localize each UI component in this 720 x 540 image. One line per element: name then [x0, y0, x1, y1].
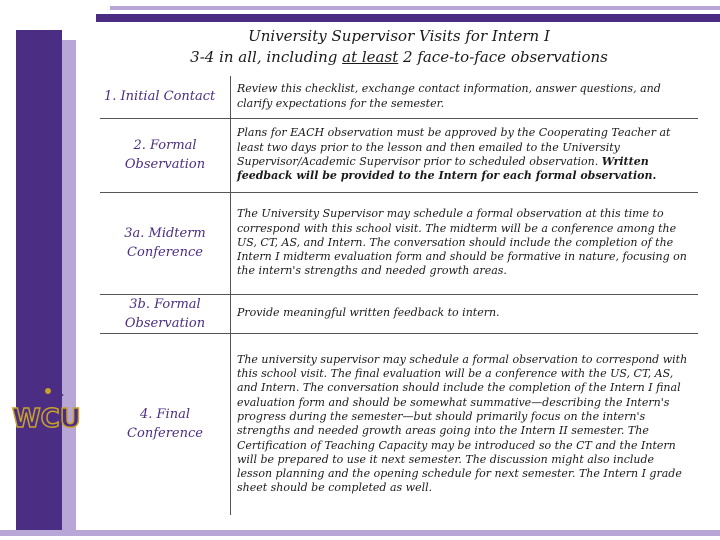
stage-label: 2. Formal Observation	[100, 118, 231, 192]
table-row	[100, 294, 698, 333]
stage-description: The university supervisor may schedule a formal observation to correspond with this school visit. The final evaluation will be a conference with the US, CT, AS, and Intern. The conversation should include the completion of the Intern I final evaluation form and should be somewhat summative—describing the Intern's progress during the semester—but should primarily focus on the intern's strengths and needed growth areas going into the Intern II semester. The Certification of Teaching Capacity may be introduced so the CT and the Intern will be prepared to use it next semester. The discussion might also include lesson planning and the opening schedule for next semester. The Intern I grade sheet should be completed as well.	[231, 333, 699, 515]
table-row	[100, 76, 698, 118]
stage-description: The University Supervisor may schedule a formal observation at this time to correspond with this school visit. The midterm will be a conference among the US, CT, AS, and Intern. The conversation should include the completion of the Intern I midterm evaluation form and should be formative in nature, focusing on the intern's strengths and needed growth areas.	[231, 192, 699, 294]
table-row	[100, 192, 698, 294]
title-line-2: 3-4 in all, including at least 2 face-to-face observations	[190, 48, 608, 66]
decor-bar-left	[16, 30, 62, 535]
catamount-eye-icon	[45, 388, 51, 394]
stage-description: Provide meaningful written feedback to intern.	[231, 294, 699, 333]
title-line-1: University Supervisor Visits for Intern I	[248, 27, 550, 45]
table-row	[100, 333, 698, 515]
stage-label: 4. Final Conference	[100, 333, 231, 515]
stage-label: 1. Initial Contact	[104, 89, 216, 105]
decor-bar-top	[96, 14, 720, 22]
stage-label: 3b. Formal Observation	[100, 294, 231, 333]
stage-description: Review this checklist, exchange contact information, answer questions, and clarify expectations for the semester.	[231, 76, 699, 118]
stage-description: Plans for EACH observation must be approved by the Cooperating Teacher at least two days prior to the lesson and then emailed to the University Supervisor/Academic Supervisor prior to scheduled observation. Written feedback will be provided to the Intern for each formal observation.	[231, 118, 699, 192]
page-title	[100, 26, 698, 68]
wcu-logo	[8, 365, 92, 439]
title-underlined: at least	[342, 48, 399, 66]
decor-bar-left-light	[62, 40, 76, 535]
decor-bar-bottom	[0, 530, 720, 536]
decor-bar-top-light	[110, 6, 720, 10]
wcu-wordmark: WCU	[12, 404, 81, 434]
feedback-emphasis: Written feedback will be provided to the Intern for each formal observation.	[237, 155, 657, 183]
stage-label: 3a. Midterm Conference	[100, 192, 231, 294]
visits-table	[100, 76, 698, 515]
table-row	[100, 118, 698, 192]
